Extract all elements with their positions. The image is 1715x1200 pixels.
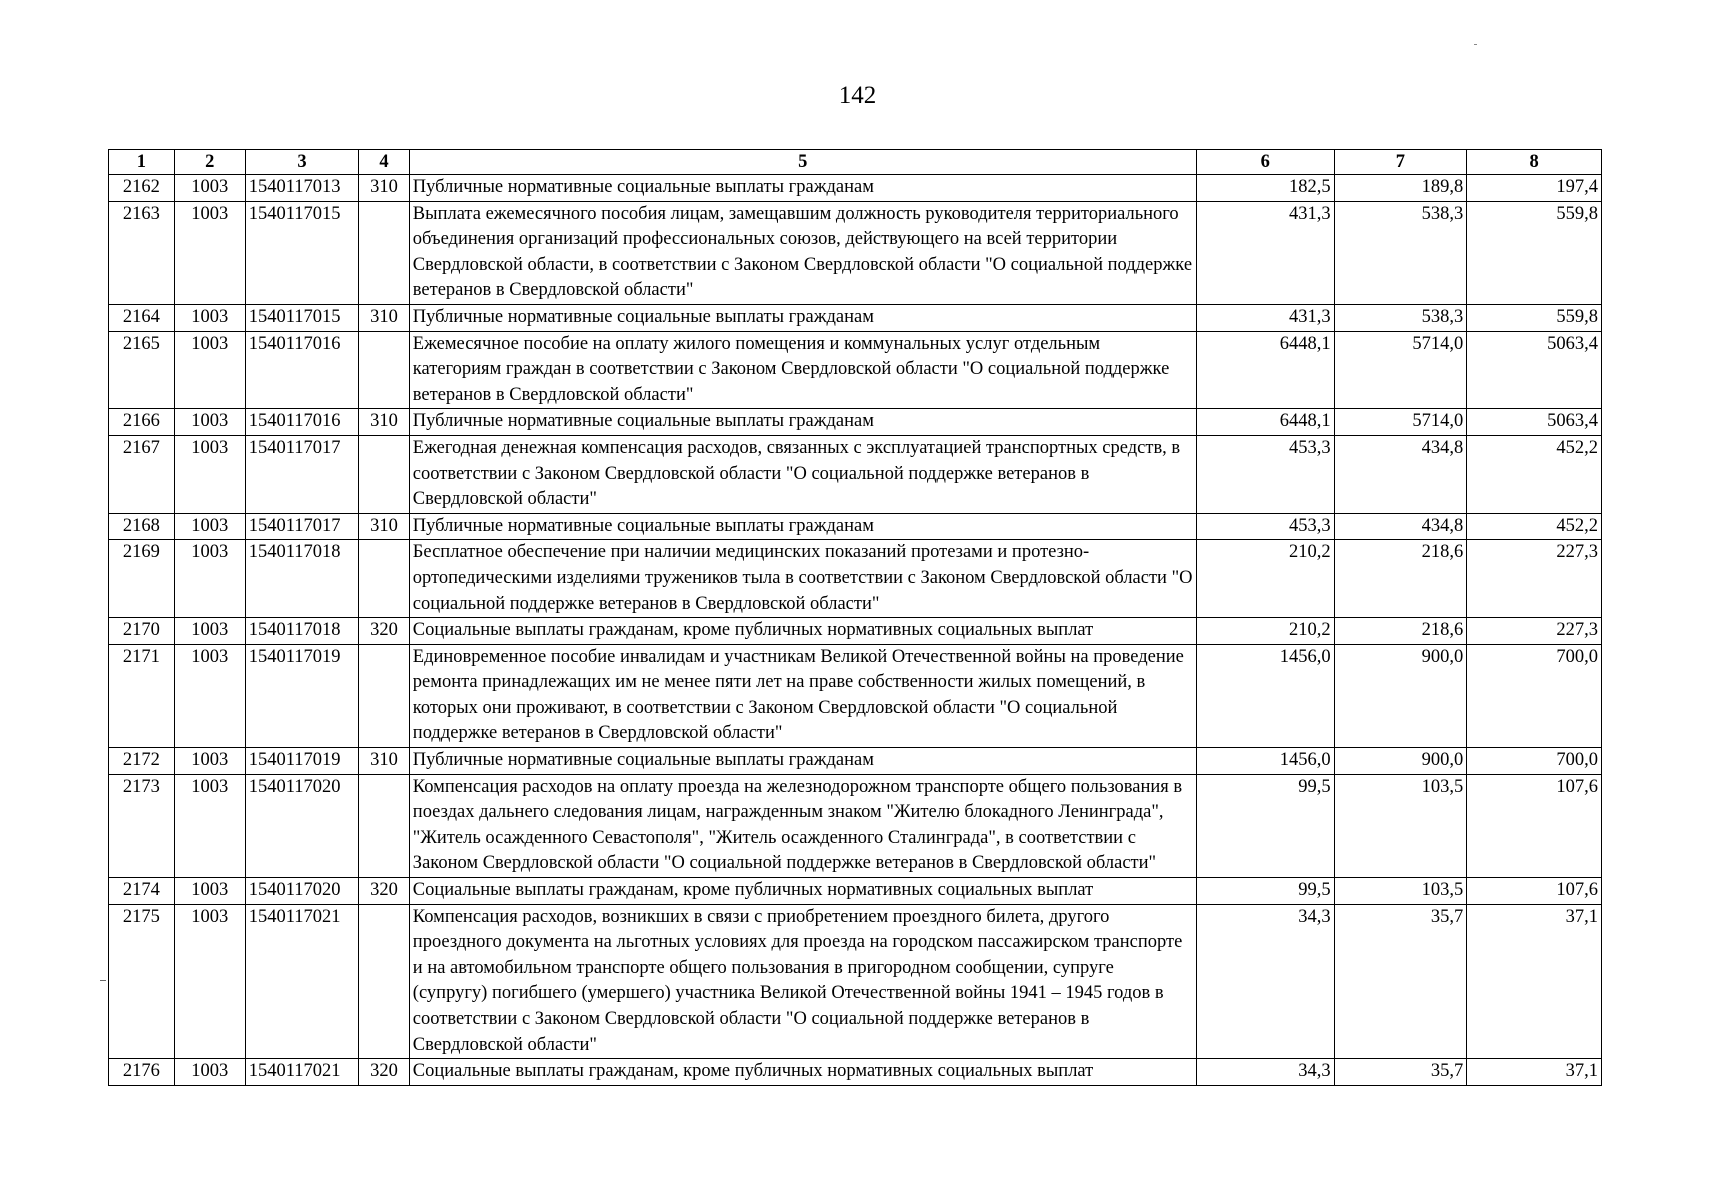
amount-col-7: 103,5 xyxy=(1334,774,1467,877)
amount-col-7: 434,8 xyxy=(1334,435,1467,513)
amount-col-7: 538,3 xyxy=(1334,304,1467,331)
amount-col-8: 700,0 xyxy=(1467,748,1602,775)
section-code: 1003 xyxy=(174,748,245,775)
section-code: 1003 xyxy=(174,904,245,1059)
target-code: 1540117020 xyxy=(245,774,358,877)
amount-col-8: 452,2 xyxy=(1467,513,1602,540)
section-code: 1003 xyxy=(174,331,245,409)
target-code: 1540117018 xyxy=(245,540,358,618)
item-description: Бесплатное обеспечение при наличии медицинских показаний протезами и протезно-ортопедическими изделиями тружеников тыла в соответствии с Законом Свердловской области "О социальной поддержке ветеранов в Свердловской области" xyxy=(409,540,1196,618)
amount-col-6: 210,2 xyxy=(1196,618,1334,645)
budget-table xyxy=(108,149,1602,1086)
amount-col-7: 218,6 xyxy=(1334,618,1467,645)
row-number: 2169 xyxy=(109,540,175,618)
table-row xyxy=(109,201,1602,304)
amount-col-6: 1456,0 xyxy=(1196,748,1334,775)
amount-col-6: 1456,0 xyxy=(1196,644,1334,747)
target-code: 1540117017 xyxy=(245,513,358,540)
target-code: 1540117021 xyxy=(245,1059,358,1086)
item-description: Ежегодная денежная компенсация расходов, связанных с эксплуатацией транспортных средств, в соответствии с Законом Свердловской области "О социальной поддержке ветеранов в Свердловской области" xyxy=(409,435,1196,513)
item-description: Публичные нормативные социальные выплаты гражданам xyxy=(409,304,1196,331)
table-row xyxy=(109,540,1602,618)
table-row xyxy=(109,331,1602,409)
table-body xyxy=(109,175,1602,1086)
amount-col-7: 218,6 xyxy=(1334,540,1467,618)
amount-col-8: 37,1 xyxy=(1467,904,1602,1059)
header-col-4: 4 xyxy=(359,150,410,175)
target-code: 1540117020 xyxy=(245,878,358,905)
amount-col-8: 37,1 xyxy=(1467,1059,1602,1086)
expense-type: 310 xyxy=(359,409,410,436)
item-description: Публичные нормативные социальные выплаты гражданам xyxy=(409,748,1196,775)
expense-type: 320 xyxy=(359,1059,410,1086)
table-row xyxy=(109,409,1602,436)
expense-type xyxy=(359,774,410,877)
section-code: 1003 xyxy=(174,878,245,905)
target-code: 1540117013 xyxy=(245,175,358,202)
amount-col-6: 99,5 xyxy=(1196,774,1334,877)
amount-col-8: 5063,4 xyxy=(1467,331,1602,409)
section-code: 1003 xyxy=(174,618,245,645)
section-code: 1003 xyxy=(174,540,245,618)
section-code: 1003 xyxy=(174,435,245,513)
item-description: Социальные выплаты гражданам, кроме публичных нормативных социальных выплат xyxy=(409,878,1196,905)
amount-col-7: 900,0 xyxy=(1334,748,1467,775)
target-code: 1540117015 xyxy=(245,201,358,304)
amount-col-8: 700,0 xyxy=(1467,644,1602,747)
amount-col-8: 107,6 xyxy=(1467,878,1602,905)
row-number: 2165 xyxy=(109,331,175,409)
target-code: 1540117018 xyxy=(245,618,358,645)
section-code: 1003 xyxy=(174,201,245,304)
expense-type xyxy=(359,435,410,513)
scan-mark xyxy=(100,980,106,981)
amount-col-6: 6448,1 xyxy=(1196,331,1334,409)
table-row xyxy=(109,748,1602,775)
target-code: 1540117017 xyxy=(245,435,358,513)
expense-type xyxy=(359,201,410,304)
expense-type xyxy=(359,904,410,1059)
row-number: 2172 xyxy=(109,748,175,775)
table-row xyxy=(109,175,1602,202)
amount-col-6: 34,3 xyxy=(1196,904,1334,1059)
amount-col-6: 182,5 xyxy=(1196,175,1334,202)
target-code: 1540117019 xyxy=(245,748,358,775)
amount-col-6: 431,3 xyxy=(1196,304,1334,331)
target-code: 1540117019 xyxy=(245,644,358,747)
section-code: 1003 xyxy=(174,1059,245,1086)
amount-col-8: 559,8 xyxy=(1467,304,1602,331)
amount-col-7: 538,3 xyxy=(1334,201,1467,304)
expense-type xyxy=(359,540,410,618)
amount-col-8: 227,3 xyxy=(1467,540,1602,618)
item-description: Выплата ежемесячного пособия лицам, замещавшим должность руководителя территориального объединения организаций профессиональных союзов, действующего на всей территории Свердловской области, в соответствии с Законом Свердловской области "О социальной поддержке ветеранов в Свердловской области" xyxy=(409,201,1196,304)
page-number: 142 xyxy=(838,82,877,109)
target-code: 1540117016 xyxy=(245,331,358,409)
amount-col-6: 99,5 xyxy=(1196,878,1334,905)
amount-col-8: 559,8 xyxy=(1467,201,1602,304)
table-row xyxy=(109,435,1602,513)
amount-col-6: 453,3 xyxy=(1196,513,1334,540)
expense-type xyxy=(359,331,410,409)
item-description: Публичные нормативные социальные выплаты гражданам xyxy=(409,409,1196,436)
amount-col-7: 5714,0 xyxy=(1334,331,1467,409)
table-row xyxy=(109,304,1602,331)
header-col-6: 6 xyxy=(1196,150,1334,175)
item-description: Публичные нормативные социальные выплаты гражданам xyxy=(409,513,1196,540)
row-number: 2176 xyxy=(109,1059,175,1086)
row-number: 2175 xyxy=(109,904,175,1059)
row-number: 2171 xyxy=(109,644,175,747)
table-row xyxy=(109,644,1602,747)
header-col-8: 8 xyxy=(1467,150,1602,175)
item-description: Социальные выплаты гражданам, кроме публичных нормативных социальных выплат xyxy=(409,1059,1196,1086)
item-description: Публичные нормативные социальные выплаты гражданам xyxy=(409,175,1196,202)
row-number: 2166 xyxy=(109,409,175,436)
row-number: 2170 xyxy=(109,618,175,645)
item-description: Ежемесячное пособие на оплату жилого помещения и коммунальных услуг отдельным категориям граждан в соответствии с Законом Свердловской области "О социальной поддержке ветеранов в Свердловской области" xyxy=(409,331,1196,409)
amount-col-6: 453,3 xyxy=(1196,435,1334,513)
amount-col-7: 35,7 xyxy=(1334,904,1467,1059)
amount-col-8: 227,3 xyxy=(1467,618,1602,645)
row-number: 2173 xyxy=(109,774,175,877)
section-code: 1003 xyxy=(174,644,245,747)
item-description: Компенсация расходов, возникших в связи с приобретением проездного билета, другого проездного документа на льготных условиях для проезда на городском пассажирском транспорте и на автомобильном транспорте общего пользования в пригородном сообщении, супруге (супругу) погибшего (умершего) участника Великой Отечественной войны 1941 – 1945 годов в соответствии с Законом Свердловской области "О социальной поддержке ветеранов в Свердловской области" xyxy=(409,904,1196,1059)
amount-col-8: 197,4 xyxy=(1467,175,1602,202)
section-code: 1003 xyxy=(174,774,245,877)
row-number: 2174 xyxy=(109,878,175,905)
item-description: Социальные выплаты гражданам, кроме публичных нормативных социальных выплат xyxy=(409,618,1196,645)
table-row xyxy=(109,904,1602,1059)
table-row xyxy=(109,774,1602,877)
section-code: 1003 xyxy=(174,304,245,331)
expense-type: 310 xyxy=(359,748,410,775)
amount-col-7: 189,8 xyxy=(1334,175,1467,202)
amount-col-7: 434,8 xyxy=(1334,513,1467,540)
amount-col-7: 103,5 xyxy=(1334,878,1467,905)
header-col-2: 2 xyxy=(174,150,245,175)
expense-type: 310 xyxy=(359,513,410,540)
expense-type xyxy=(359,644,410,747)
section-code: 1003 xyxy=(174,175,245,202)
header-col-3: 3 xyxy=(245,150,358,175)
row-number: 2162 xyxy=(109,175,175,202)
table-row xyxy=(109,618,1602,645)
section-code: 1003 xyxy=(174,513,245,540)
amount-col-8: 107,6 xyxy=(1467,774,1602,877)
table-row xyxy=(109,1059,1602,1086)
amount-col-8: 5063,4 xyxy=(1467,409,1602,436)
row-number: 2164 xyxy=(109,304,175,331)
item-description: Компенсация расходов на оплату проезда на железнодорожном транспорте общего пользования в поездах дальнего следования лицам, награжденным знаком "Жителю блокадного Ленинграда", "Житель осажденного Севастополя", "Житель осажденного Сталинграда", в соответствии с Законом Свердловской области "О социальной поддержке ветеранов в Свердловской области" xyxy=(409,774,1196,877)
table-row xyxy=(109,878,1602,905)
amount-col-7: 35,7 xyxy=(1334,1059,1467,1086)
amount-col-6: 210,2 xyxy=(1196,540,1334,618)
amount-col-7: 5714,0 xyxy=(1334,409,1467,436)
amount-col-7: 900,0 xyxy=(1334,644,1467,747)
expense-type: 320 xyxy=(359,878,410,905)
row-number: 2168 xyxy=(109,513,175,540)
table-header xyxy=(109,150,1602,175)
header-col-7: 7 xyxy=(1334,150,1467,175)
expense-type: 320 xyxy=(359,618,410,645)
target-code: 1540117015 xyxy=(245,304,358,331)
row-number: 2167 xyxy=(109,435,175,513)
amount-col-6: 34,3 xyxy=(1196,1059,1334,1086)
item-description: Единовременное пособие инвалидам и участникам Великой Отечественной войны на проведение ремонта принадлежащих им не менее пяти лет на праве собственности жилых помещений, в которых они проживают, в соответствии с Законом Свердловской области "О социальной поддержке ветеранов в Свердловской области" xyxy=(409,644,1196,747)
amount-col-6: 431,3 xyxy=(1196,201,1334,304)
target-code: 1540117016 xyxy=(245,409,358,436)
scan-speck xyxy=(1474,44,1477,45)
row-number: 2163 xyxy=(109,201,175,304)
table-row xyxy=(109,513,1602,540)
expense-type: 310 xyxy=(359,304,410,331)
header-col-5: 5 xyxy=(409,150,1196,175)
target-code: 1540117021 xyxy=(245,904,358,1059)
expense-type: 310 xyxy=(359,175,410,202)
amount-col-6: 6448,1 xyxy=(1196,409,1334,436)
amount-col-8: 452,2 xyxy=(1467,435,1602,513)
header-col-1: 1 xyxy=(109,150,175,175)
header-row xyxy=(109,150,1602,175)
section-code: 1003 xyxy=(174,409,245,436)
